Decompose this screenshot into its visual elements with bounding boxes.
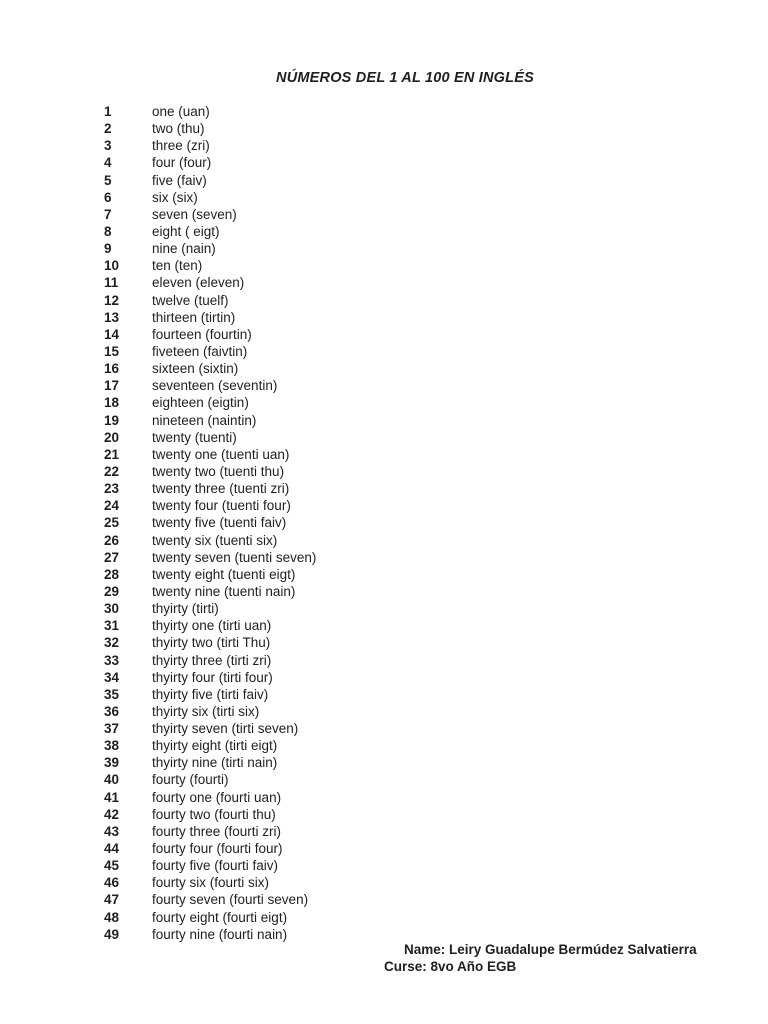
item-number: 31 — [104, 618, 120, 634]
item-text: ten (ten) — [152, 258, 203, 274]
item-text: two (thu) — [152, 121, 205, 137]
item-number: 17 — [104, 378, 120, 394]
item-number: 43 — [104, 823, 120, 839]
list-item — [104, 806, 664, 823]
item-text: five (faiv) — [152, 172, 207, 188]
item-number: 28 — [104, 566, 120, 582]
item-text: fourty seven (fourti seven) — [152, 892, 309, 908]
list-item — [104, 652, 664, 669]
list-item — [104, 172, 664, 189]
list-item — [104, 206, 664, 223]
item-text: twenty one (tuenti uan) — [152, 446, 290, 462]
item-text: sixteen (sixtin) — [152, 361, 239, 377]
item-text: nine (nain) — [152, 241, 216, 257]
list-item — [104, 154, 664, 171]
item-number: 8 — [104, 223, 112, 239]
item-number: 1 — [104, 104, 112, 119]
item-text: fiveteen (faivtin) — [152, 343, 248, 359]
item-number: 42 — [104, 806, 120, 822]
item-text: eighteen (eigtin) — [152, 395, 249, 411]
item-number: 6 — [104, 189, 112, 205]
item-number: 5 — [104, 172, 112, 188]
item-text: thyirty one (tirti uan) — [152, 618, 272, 634]
item-number: 41 — [104, 789, 120, 805]
list-item — [104, 737, 664, 754]
item-number: 16 — [104, 361, 120, 377]
list-item — [104, 343, 664, 360]
list-item — [104, 874, 664, 891]
item-text: thyirty five (tirti faiv) — [152, 686, 269, 702]
list-item — [104, 309, 664, 326]
item-text: eight ( eigt) — [152, 223, 220, 239]
item-number: 33 — [104, 652, 120, 668]
list-item — [104, 446, 664, 463]
item-number: 38 — [104, 738, 120, 754]
item-number: 22 — [104, 463, 120, 479]
item-number: 32 — [104, 635, 120, 651]
list-item — [104, 463, 664, 480]
item-number: 30 — [104, 601, 120, 617]
list-item — [104, 789, 664, 806]
list-item — [104, 686, 664, 703]
item-number: 11 — [104, 275, 119, 291]
item-number: 40 — [104, 772, 120, 788]
item-number: 36 — [104, 703, 120, 719]
item-text: seventeen (seventin) — [152, 378, 278, 394]
item-text: seven (seven) — [152, 206, 237, 222]
item-text: fourty six (fourti six) — [152, 875, 270, 891]
item-text: twenty seven (tuenti seven) — [152, 549, 317, 565]
item-text: twenty nine (tuenti nain) — [152, 583, 296, 599]
list-item — [104, 394, 664, 411]
item-text: twenty four (tuenti four) — [152, 498, 291, 514]
item-number: 47 — [104, 892, 120, 908]
list-item — [104, 189, 664, 206]
item-number: 15 — [104, 343, 120, 359]
item-text: fourty two (fourti thu) — [152, 806, 276, 822]
page-title: NÚMEROS DEL 1 AL 100 EN INGLÉS — [276, 70, 534, 86]
list-item — [104, 771, 664, 788]
list-item — [104, 857, 664, 874]
item-text: twelve (tuelf) — [152, 292, 229, 308]
item-text: fourty four (fourti four) — [152, 841, 283, 857]
item-text: fourty nine (fourti nain) — [152, 926, 288, 942]
list-item — [104, 909, 664, 926]
item-text: thyirty (tirti) — [152, 601, 219, 617]
list-item — [104, 377, 664, 394]
list-item — [104, 497, 664, 514]
item-text: fourty three (fourti zri) — [152, 823, 282, 839]
list-item — [104, 720, 664, 737]
list-item — [104, 549, 664, 566]
item-number: 19 — [104, 412, 120, 428]
item-number: 18 — [104, 395, 120, 411]
item-number: 9 — [104, 241, 112, 257]
item-text: thyirty four (tirti four) — [152, 669, 273, 685]
item-number: 45 — [104, 858, 120, 874]
item-number: 4 — [104, 155, 112, 171]
number-list — [104, 103, 664, 943]
list-item — [104, 600, 664, 617]
list-item — [104, 480, 664, 497]
item-number: 3 — [104, 138, 112, 154]
list-item — [104, 703, 664, 720]
item-number: 13 — [104, 309, 120, 325]
item-number: 23 — [104, 481, 120, 497]
item-number: 12 — [104, 292, 120, 308]
item-number: 27 — [104, 549, 120, 565]
item-text: twenty three (tuenti zri) — [152, 481, 290, 497]
item-text: twenty six (tuenti six) — [152, 532, 278, 548]
item-text: thyirty seven (tirti seven) — [152, 721, 299, 737]
footer-name-line: Name: Leiry Guadalupe Bermúdez Salvatierra — [404, 942, 697, 957]
item-text: three (zri) — [152, 138, 210, 154]
list-item — [104, 532, 664, 549]
item-text: fourty one (fourti uan) — [152, 789, 282, 805]
item-text: six (six) — [152, 189, 198, 205]
list-item — [104, 240, 664, 257]
list-item — [104, 754, 664, 771]
item-number: 24 — [104, 498, 120, 514]
item-text: twenty (tuenti) — [152, 429, 237, 445]
item-number: 39 — [104, 755, 120, 771]
item-number: 14 — [104, 326, 120, 342]
list-item — [104, 634, 664, 651]
list-item — [104, 326, 664, 343]
list-item — [104, 669, 664, 686]
list-item — [104, 583, 664, 600]
list-item — [104, 137, 664, 154]
list-item — [104, 429, 664, 446]
item-number: 2 — [104, 121, 112, 137]
item-number: 25 — [104, 515, 120, 531]
list-item — [104, 823, 664, 840]
item-text: twenty two (tuenti thu) — [152, 463, 285, 479]
list-item — [104, 274, 664, 291]
list-item — [104, 257, 664, 274]
item-number: 7 — [104, 206, 112, 222]
list-item — [104, 617, 664, 634]
item-text: nineteen (naintin) — [152, 412, 257, 428]
item-text: fourty eight (fourti eigt) — [152, 909, 288, 925]
item-number: 35 — [104, 686, 120, 702]
item-text: four (four) — [152, 155, 212, 171]
item-number: 10 — [104, 258, 120, 274]
item-text: twenty five (tuenti faiv) — [152, 515, 287, 531]
list-item — [104, 566, 664, 583]
item-number: 46 — [104, 875, 120, 891]
item-number: 44 — [104, 841, 120, 857]
item-text: thyirty nine (tirti nain) — [152, 755, 278, 771]
item-number: 26 — [104, 532, 120, 548]
item-number: 48 — [104, 909, 120, 925]
list-item — [104, 514, 664, 531]
item-text: twenty eight (tuenti eigt) — [152, 566, 296, 582]
footer-course-line: Curse: 8vo Año EGB — [384, 959, 517, 974]
item-text: fourteen (fourtin) — [152, 326, 252, 342]
list-item — [104, 103, 664, 120]
item-text: eleven (eleven) — [152, 275, 245, 291]
item-text: thyirty three (tirti zri) — [152, 652, 272, 668]
item-text: one (uan) — [152, 104, 210, 119]
item-text: thyirty six (tirti six) — [152, 703, 260, 719]
item-number: 49 — [104, 926, 120, 942]
item-number: 37 — [104, 721, 120, 737]
list-item — [104, 926, 664, 943]
item-number: 21 — [104, 446, 120, 462]
item-text: thyirty eight (tirti eigt) — [152, 738, 278, 754]
item-number: 34 — [104, 669, 120, 685]
list-item — [104, 891, 664, 908]
item-text: fourty five (fourti faiv) — [152, 858, 279, 874]
list-item — [104, 120, 664, 137]
item-number: 29 — [104, 583, 120, 599]
list-item — [104, 292, 664, 309]
list-item — [104, 223, 664, 240]
item-text: fourty (fourti) — [152, 772, 229, 788]
item-text: thyirty two (tirti Thu) — [152, 635, 271, 651]
item-number: 20 — [104, 429, 120, 445]
item-text: thirteen (tirtin) — [152, 309, 236, 325]
list-item — [104, 840, 664, 857]
list-item — [104, 360, 664, 377]
list-item — [104, 412, 664, 429]
